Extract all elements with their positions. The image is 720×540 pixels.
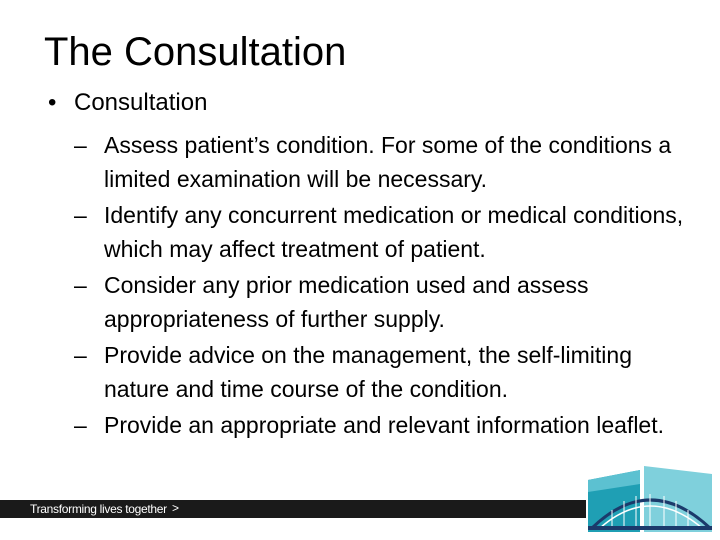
footer-bar <box>0 500 586 518</box>
sub-bullet-list <box>74 128 694 444</box>
sub-bullet-text: Provide advice on the management, the self-limiting nature and time course of the condition. <box>104 342 633 402</box>
sub-bullet-consider <box>74 268 694 336</box>
dash-marker: – <box>74 272 87 298</box>
sub-bullet-text: Assess patient’s condition. For some of the conditions a limited examination will be necessary. <box>104 132 672 192</box>
footer-tagline: Transforming lives together <box>30 502 167 516</box>
dash-marker: – <box>74 202 87 228</box>
bridge-logo-icon <box>586 466 714 536</box>
dash-marker: – <box>74 342 87 368</box>
dash-marker: – <box>74 412 87 438</box>
slide-title: The Consultation <box>44 30 347 74</box>
logo-bridge-deck <box>588 526 712 530</box>
sub-bullet-leaflet <box>74 408 694 442</box>
chevron-right-icon: > <box>172 501 180 515</box>
sub-bullet-text: Provide an appropriate and relevant information leaflet. <box>104 412 665 438</box>
sub-bullet-identify <box>74 198 694 266</box>
bullet-marker: • <box>48 89 57 116</box>
bullet-consultation <box>48 86 207 120</box>
dash-marker: – <box>74 132 87 158</box>
bullet-label: Consultation <box>74 89 208 116</box>
sub-bullet-text: Consider any prior medication used and assess appropriateness of further supply. <box>104 272 589 332</box>
sub-bullet-advice <box>74 338 694 406</box>
sub-bullet-assess <box>74 128 694 196</box>
sub-bullet-text: Identify any concurrent medication or medical conditions, which may affect treatment of patient. <box>104 202 684 262</box>
